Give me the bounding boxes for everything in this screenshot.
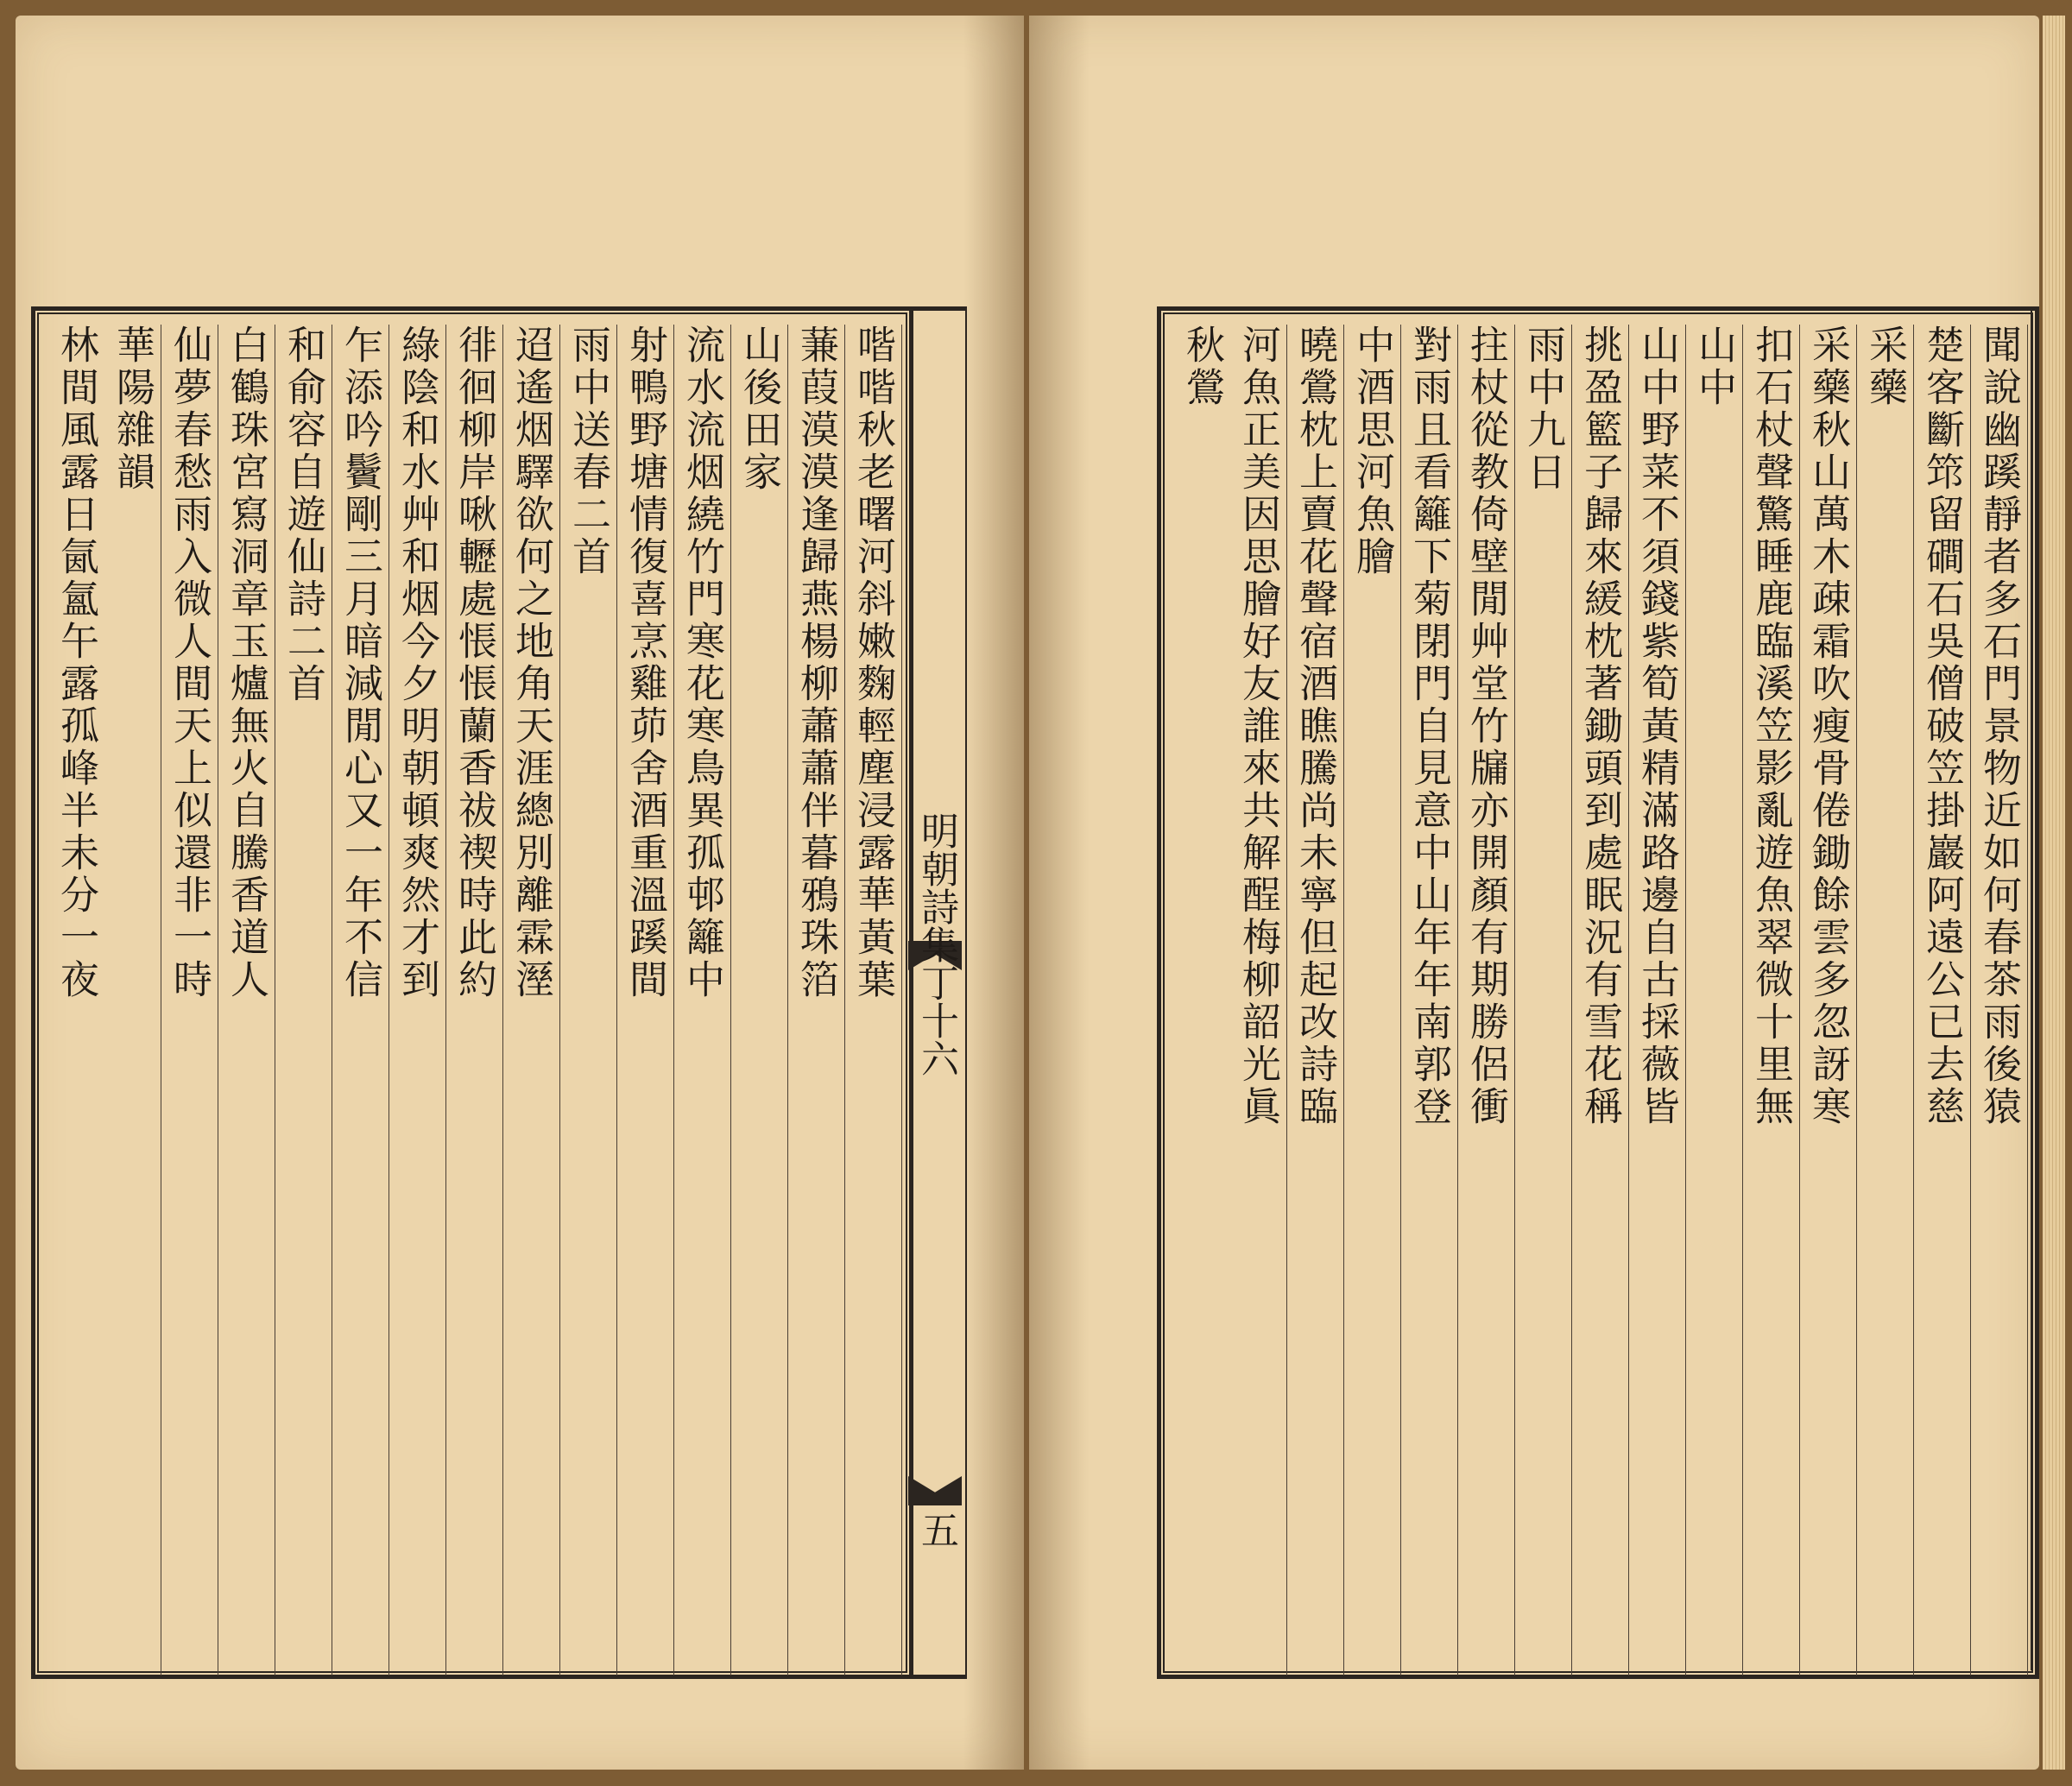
right-column: 山中野菜不須錢紫筍黃精滿路邊自古採薇皆 [1628,325,1686,1676]
right-column: 雨中九日 [1514,325,1572,1676]
left-column: 白鶴珠宮寫洞章玉爐無火自騰香道人 [218,325,275,1676]
right-column: 拄杖從教倚壁閒艸堂竹牖亦開顏有期勝侶衝 [1457,325,1515,1676]
left-column: 徘徊柳岸啾轣處悵悵蘭香祓禊時此約 [445,325,503,1676]
right-column: 扣石杖聲驚睡鹿臨溪笠影亂遊魚翠微十里無 [1742,325,1800,1676]
left-column: 射鴨野塘情復喜烹雞茆舍酒重溫蹊間 [616,325,674,1676]
left-text-frame [31,306,913,1679]
banxin-page-number: 五 [914,1511,958,1549]
left-column: 林間風露日氤氳午露孤峰半未分一夜 [54,325,99,1001]
left-column: 山後田家 [730,325,788,1676]
left-columns [42,318,902,1668]
right-column: 挑盈籃子歸來緩枕著鋤頭到處眠況有雪花稱 [1571,325,1629,1676]
left-column: 雨中送春二首 [559,325,617,1676]
right-column: 山中 [1685,325,1743,1676]
right-column: 采藥 [1856,325,1914,1676]
right-column: 曉鶯枕上賣花聲宿酒瞧騰尚未寧但起改詩臨 [1286,325,1344,1676]
left-column: 乍添吟鬢剛三月暗減閒心又一年不信 [332,325,389,1676]
right-column: 采藥秋山萬木疎霜吹瘦骨倦鋤餘雲多忽訝寒 [1799,325,1857,1676]
banxin-title: 明朝詩集丁十六 [914,811,958,1077]
left-column: 迢遙烟驛欲何之地角天涯總別離霖溼 [502,325,560,1676]
right-column: 河魚正美因思膾好友誰來共解酲梅柳韶光眞 [1229,325,1287,1676]
right-column: 聞說幽蹊靜者多石門景物近如何春茶雨後猿 [1970,325,2028,1676]
left-column: 蒹葭漠漠逢歸燕楊柳蕭蕭伴暮鴉珠箔 [787,325,845,1676]
left-column: 綠陰和水艸和烟今夕明朝頓爽然才到 [388,325,446,1676]
left-column: 流水流烟繞竹門寒花寒鳥異孤邨籬中 [673,325,731,1676]
right-edge-strip [2031,306,2051,1670]
left-column: 和俞容自遊仙詩二首 [275,325,332,1676]
left-column: 喈喈秋老曙河斜嫩麴輕塵浸露華黃葉 [844,325,902,1676]
right-column: 秋鶯 [1179,325,1225,409]
left-column: 華陽雜韻 [104,325,161,1676]
left-column: 仙夢春愁雨入微人間天上似還非一時 [161,325,218,1676]
banxin-strip [905,306,967,1679]
right-column: 對雨且看籬下菊閉門自見意中山年年南郭登 [1400,325,1458,1676]
right-column: 楚客斷筇留磵石吳僧破笠掛巖阿遠公已去慈 [1913,325,1971,1676]
right-columns [1168,318,2028,1668]
right-column: 中酒思河魚膾 [1343,325,1401,1676]
right-text-frame [1157,306,2039,1679]
